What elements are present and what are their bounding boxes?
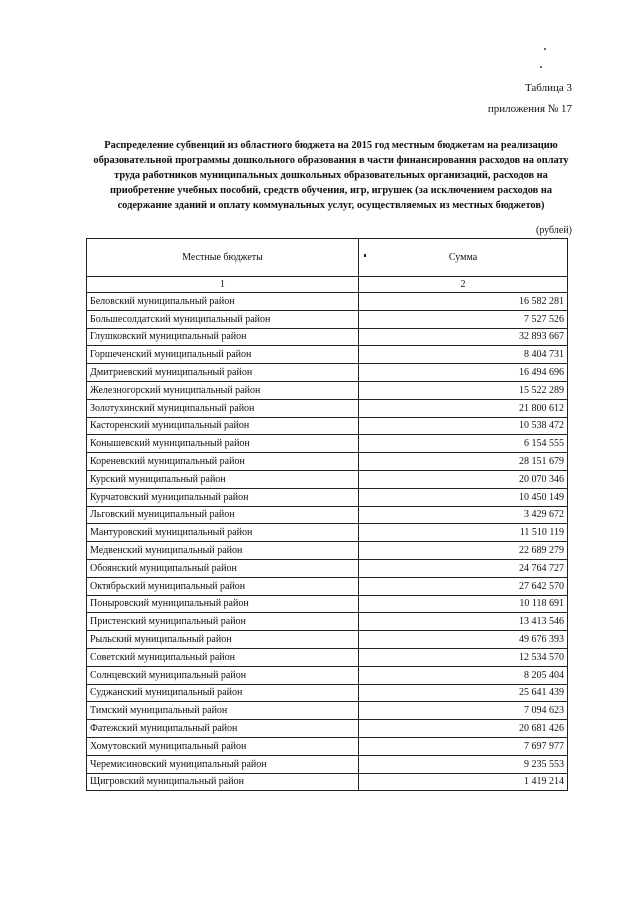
table-row (87, 595, 568, 613)
amount-cell: 12 534 570 (359, 648, 568, 666)
column-number-2: 2 (359, 277, 568, 293)
budget-name-cell: Касторенский муниципальный район (87, 417, 359, 435)
budget-name-cell: Солнцевский муниципальный район (87, 666, 359, 684)
budget-name-cell: Поныровский муниципальный район (87, 595, 359, 613)
amount-cell: 20 070 346 (359, 470, 568, 488)
budget-table (86, 238, 568, 791)
scan-speck (540, 66, 542, 68)
budget-name-cell: Мантуровский муниципальный район (87, 524, 359, 542)
amount-cell: 49 676 393 (359, 631, 568, 649)
budget-name-cell: Горшеченский муниципальный район (87, 346, 359, 364)
budget-name-cell: Глушковский муниципальный район (87, 328, 359, 346)
amount-cell: 7 094 623 (359, 702, 568, 720)
budget-name-cell: Обоянский муниципальный район (87, 559, 359, 577)
table-row (87, 684, 568, 702)
table-row (87, 524, 568, 542)
amount-cell: 15 522 289 (359, 381, 568, 399)
amount-cell: 1 419 214 (359, 773, 568, 791)
table-row (87, 631, 568, 649)
budget-name-cell: Беловский муниципальный район (87, 293, 359, 311)
budget-name-cell: Тимский муниципальный район (87, 702, 359, 720)
amount-cell: 7 697 977 (359, 737, 568, 755)
table-label: Таблица 3 (524, 82, 572, 94)
budget-name-cell: Хомутовский муниципальный район (87, 737, 359, 755)
table-row (87, 417, 568, 435)
amount-cell: 13 413 546 (359, 613, 568, 631)
budget-name-cell: Большесолдатский муниципальный район (87, 310, 359, 328)
amount-cell: 11 510 119 (359, 524, 568, 542)
budget-name-cell: Октябрьский муниципальный район (87, 577, 359, 595)
budget-name-cell: Золотухинский муниципальный район (87, 399, 359, 417)
table-row (87, 346, 568, 364)
amount-cell: 20 681 426 (359, 720, 568, 738)
amount-cell: 21 800 612 (359, 399, 568, 417)
annex-header (488, 78, 572, 120)
budget-name-cell: Курчатовский муниципальный район (87, 488, 359, 506)
amount-cell: 10 118 691 (359, 595, 568, 613)
table-header-row (87, 239, 568, 277)
table-row (87, 559, 568, 577)
budget-name-cell: Суджанский муниципальный район (87, 684, 359, 702)
column-number-row (87, 277, 568, 293)
budget-name-cell: Рыльский муниципальный район (87, 631, 359, 649)
table-row (87, 453, 568, 471)
table-row (87, 364, 568, 382)
units-label: (рублей) (535, 225, 572, 236)
header-amount: Сумма (359, 239, 568, 277)
budget-name-cell: Фатежский муниципальный район (87, 720, 359, 738)
table-row (87, 755, 568, 773)
table-row (87, 720, 568, 738)
table-row (87, 613, 568, 631)
budget-name-cell: Советский муниципальный район (87, 648, 359, 666)
amount-cell: 10 450 149 (359, 488, 568, 506)
table-row (87, 506, 568, 524)
table-row (87, 328, 568, 346)
amount-cell: 8 205 404 (359, 666, 568, 684)
budget-name-cell: Дмитриевский муниципальный район (87, 364, 359, 382)
amount-cell: 16 582 281 (359, 293, 568, 311)
budget-name-cell: Черемисиновский муниципальный район (87, 755, 359, 773)
budget-name-cell: Пристенский муниципальный район (87, 613, 359, 631)
budget-name-cell: Щигровский муниципальный район (87, 773, 359, 791)
table-row (87, 577, 568, 595)
table-row (87, 648, 568, 666)
budget-name-cell: Конышевский муниципальный район (87, 435, 359, 453)
table-row (87, 737, 568, 755)
amount-cell: 22 689 279 (359, 542, 568, 560)
table-row (87, 435, 568, 453)
amount-cell: 6 154 555 (359, 435, 568, 453)
budget-name-cell: Кореневский муниципальный район (87, 453, 359, 471)
table-row (87, 542, 568, 560)
budget-name-cell: Железногорский муниципальный район (87, 381, 359, 399)
table-row (87, 773, 568, 791)
amount-cell: 10 538 472 (359, 417, 568, 435)
amount-cell: 28 151 679 (359, 453, 568, 471)
amount-cell: 7 527 526 (359, 310, 568, 328)
amount-cell: 25 641 439 (359, 684, 568, 702)
scan-speck (364, 254, 366, 257)
amount-cell: 8 404 731 (359, 346, 568, 364)
table-row (87, 666, 568, 684)
amount-cell: 32 893 667 (359, 328, 568, 346)
header-local-budgets: Местные бюджеты (87, 239, 359, 277)
table-row (87, 310, 568, 328)
amount-cell: 27 642 570 (359, 577, 568, 595)
amount-cell: 24 764 727 (359, 559, 568, 577)
column-number-1: 1 (87, 277, 359, 293)
budget-name-cell: Льговский муниципальный район (87, 506, 359, 524)
amount-cell: 3 429 672 (359, 506, 568, 524)
table-row (87, 702, 568, 720)
amount-cell: 16 494 696 (359, 364, 568, 382)
budget-name-cell: Медвенский муниципальный район (87, 542, 359, 560)
budget-name-cell: Курский муниципальный район (87, 470, 359, 488)
table-row (87, 470, 568, 488)
amount-cell: 9 235 553 (359, 755, 568, 773)
table-row (87, 399, 568, 417)
document-title: Распределение субвенций из областного бюджета на 2015 год местным бюджетам на реализацию образовательной программы дошкольного образования в части финансирования расходов на оплату труда работников муниципальных дошкольных образовательных организаций, расходов на приобретение учебных пособий, средств обучения, игр, игрушек (за исключением расходов на содержание зданий и оплату коммунальных услуг, осуществляемых из местных бюджетов) (93, 140, 569, 211)
table-row (87, 381, 568, 399)
appendix-label: приложения № 17 (487, 103, 572, 115)
table-row (87, 293, 568, 311)
table-row (87, 488, 568, 506)
scan-speck (544, 48, 546, 50)
